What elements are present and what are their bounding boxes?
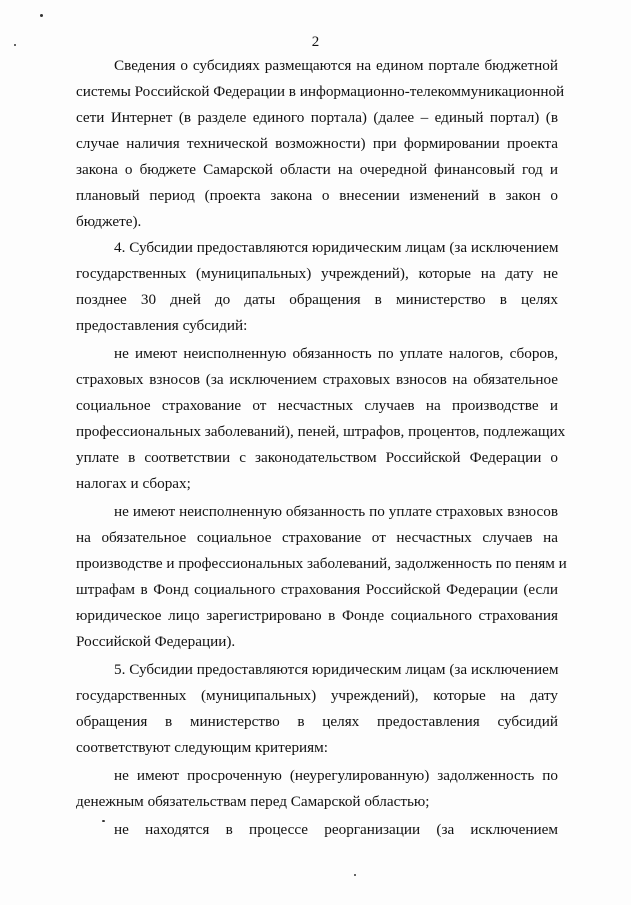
text-line: соответствуют следующим критериям: — [76, 739, 328, 756]
text-line: предоставления субсидий: — [76, 317, 248, 334]
scan-speck — [40, 14, 43, 17]
text-line: на обязательное социальное страхование от несчастных случаев на — [76, 529, 558, 546]
page-number: 2 — [311, 34, 320, 50]
text-line: позднее 30 дней до даты обращения в министерство в целях — [76, 291, 558, 308]
text-line: юридическое лицо зарегистрировано в Фонде социального страхования — [76, 607, 558, 624]
scan-speck — [102, 820, 105, 822]
text-line: производстве и профессиональных заболеваний, задолженность по пеням и — [76, 555, 567, 572]
text-line: социальное страхование от несчастных случаев на производстве и — [76, 397, 558, 414]
text-line: Российской Федерации). — [76, 633, 236, 650]
text-line: 5. Субсидии предоставляются юридическим лицам (за исключением — [114, 661, 559, 678]
text-line: денежным обязательствам перед Самарской областью; — [76, 793, 430, 810]
text-line: 4. Субсидии предоставляются юридическим лицам (за исключением — [114, 239, 559, 256]
text-line: закона о бюджете Самарской области на очередной финансовый год и — [76, 161, 558, 178]
text-line: не имеют неисполненную обязанность по уплате страховых взносов — [114, 503, 558, 520]
text-line: не имеют просроченную (неурегулированную) задолженность по — [114, 767, 558, 784]
text-line: Сведения о субсидиях размещаются на едином портале бюджетной — [114, 57, 558, 74]
text-line: плановый период (проекта закона о внесении изменений в закон о — [76, 187, 558, 204]
text-line: государственных (муниципальных) учреждений), которые на дату — [76, 687, 558, 704]
text-line: профессиональных заболеваний), пеней, штрафов, процентов, подлежащих — [76, 423, 566, 440]
text-line: уплате в соответствии с законодательством Российской Федерации о — [76, 449, 558, 466]
text-line: обращения в министерство в целях предоставления субсидий — [76, 713, 558, 730]
text-line: сети Интернет (в разделе единого портала) (далее – единый портал) (в — [76, 109, 558, 126]
scan-speck — [354, 874, 356, 876]
text-line: штрафам в Фонд социального страхования Российской Федерации (если — [76, 581, 558, 598]
text-line: налогах и сборах; — [76, 475, 191, 492]
scan-speck — [14, 44, 16, 46]
text-line: не находятся в процессе реорганизации (за исключением — [114, 821, 558, 838]
text-line: бюджете). — [76, 213, 142, 230]
text-line: не имеют неисполненную обязанность по уплате налогов, сборов, — [114, 345, 558, 362]
text-line: государственных (муниципальных) учреждений), которые на дату не — [76, 265, 558, 282]
text-line: случае наличия технической возможности) при формировании проекта — [76, 135, 558, 152]
text-line: системы Российской Федерации в информационно-телекоммуникационной — [76, 83, 565, 100]
text-line: страховых взносов (за исключением страховых взносов на обязательное — [76, 371, 558, 388]
